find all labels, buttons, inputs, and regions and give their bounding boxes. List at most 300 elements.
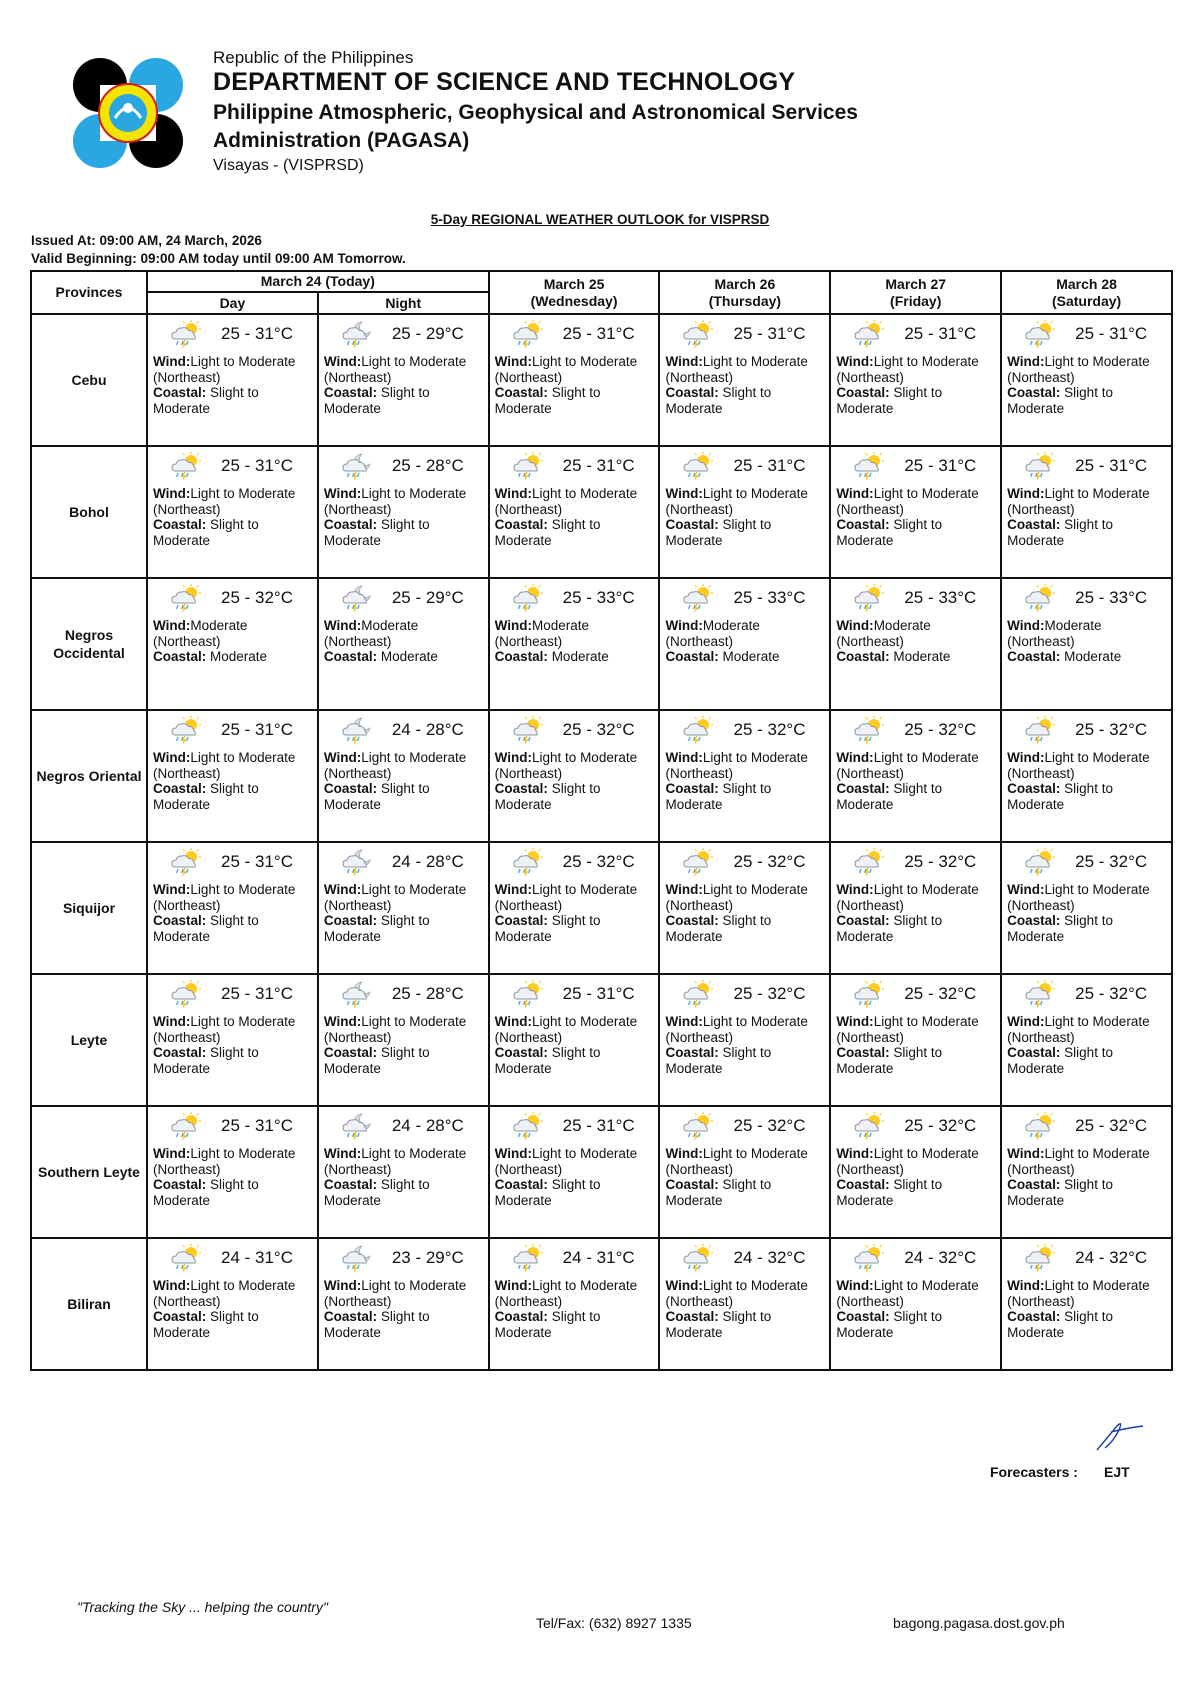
office-name: Visayas - (VISPRSD) (213, 157, 364, 174)
wind-direction: (Northeast) (1007, 897, 1075, 913)
wind-value: Light to Moderate (873, 882, 979, 897)
wind-direction: (Northeast) (494, 897, 563, 913)
coastal-label: Coastal: (665, 1045, 719, 1060)
temperature-range: 25 - 32°C (1075, 984, 1148, 1003)
wind-label: Wind: (836, 1014, 874, 1029)
wind-label: Wind: (836, 882, 874, 897)
forecast-cell (1001, 842, 1172, 974)
wind-value: Light to Moderate (1044, 1146, 1150, 1161)
wind-direction: (Northeast) (494, 633, 563, 649)
coastal-value: Moderate (210, 649, 268, 664)
coastal-value: Moderate (551, 649, 609, 664)
coastal-label: Coastal: (153, 1045, 207, 1060)
sun-cloud-rain-icon (169, 452, 203, 480)
coastal-value: Slight to Moderate (494, 913, 601, 944)
sun-cloud-rain-icon (169, 848, 203, 876)
temperature-range: 24 - 31°C (221, 1248, 294, 1267)
forecast-cell (318, 446, 489, 578)
wind-direction: (Northeast) (323, 501, 392, 517)
wind-direction: (Northeast) (153, 1161, 221, 1177)
wind-value: Light to Moderate (190, 1014, 296, 1029)
day-weekday: (Thursday) (708, 292, 782, 309)
temperature-range: 24 - 28°C (391, 852, 464, 871)
coastal-value: Slight to Moderate (665, 1177, 772, 1208)
wind-value: Light to Moderate (532, 1146, 638, 1161)
temperature-range: 24 - 28°C (391, 720, 464, 739)
province-row (31, 314, 1172, 446)
wind-label: Wind: (323, 1278, 362, 1293)
temperature-range: 23 - 29°C (391, 1248, 464, 1267)
coastal-label: Coastal: (494, 913, 548, 928)
temperature-range: 25 - 31°C (562, 324, 635, 343)
province-name: Biliran (31, 1238, 147, 1370)
coastal-label: Coastal: (153, 385, 207, 400)
forecast-cell (830, 1238, 1001, 1370)
wind-label: Wind: (1007, 750, 1045, 765)
province-name: Southern Leyte (31, 1106, 147, 1238)
temperature-range: 25 - 31°C (562, 984, 635, 1003)
wind-value: Light to Moderate (532, 882, 638, 897)
temperature-range: 25 - 31°C (221, 1116, 294, 1135)
wind-value: Light to Moderate (1044, 882, 1150, 897)
day-header (1001, 271, 1172, 314)
coastal-label: Coastal: (494, 1177, 548, 1192)
coastal-label: Coastal: (1007, 517, 1061, 532)
wind-value: Light to Moderate (702, 750, 808, 765)
coastal-label: Coastal: (665, 1309, 719, 1324)
temperature-range: 25 - 32°C (733, 852, 806, 871)
wind-label: Wind: (665, 882, 703, 897)
coastal-value: Moderate (722, 649, 780, 664)
coastal-value: Slight to Moderate (494, 1309, 601, 1340)
coastal-label: Coastal: (836, 913, 890, 928)
wind-value: Light to Moderate (873, 1014, 979, 1029)
sun-cloud-rain-icon (1023, 584, 1057, 612)
temperature-range: 24 - 32°C (904, 1248, 977, 1267)
province-name: Leyte (31, 974, 147, 1106)
coastal-value: Slight to Moderate (1007, 385, 1113, 416)
forecast-cell (147, 1106, 318, 1238)
coastal-label: Coastal: (323, 913, 378, 928)
tagline: "Tracking the Sky ... helping the country" (77, 1599, 328, 1615)
forecast-cell (830, 314, 1001, 446)
sun-cloud-rain-icon (852, 716, 886, 744)
wind-direction: (Northeast) (153, 1293, 221, 1309)
coastal-label: Coastal: (323, 1309, 378, 1324)
coastal-label: Coastal: (323, 781, 378, 796)
wind-direction: (Northeast) (665, 1293, 734, 1309)
wind-label: Wind: (323, 750, 362, 765)
wind-direction: (Northeast) (665, 633, 734, 649)
coastal-label: Coastal: (153, 781, 207, 796)
temperature-range: 25 - 32°C (221, 588, 294, 607)
forecast-cell (1001, 578, 1172, 710)
wind-direction: (Northeast) (323, 1029, 392, 1045)
temperature-range: 25 - 28°C (391, 456, 464, 475)
wind-value: Light to Moderate (361, 1278, 467, 1293)
wind-value: Light to Moderate (190, 1278, 296, 1293)
wind-value: Moderate (361, 618, 419, 633)
coastal-value: Slight to Moderate (153, 517, 259, 548)
wind-value: Light to Moderate (190, 1146, 296, 1161)
forecast-cell (318, 710, 489, 842)
wind-label: Wind: (836, 1278, 874, 1293)
province-name: Siquijor (31, 842, 147, 974)
agency-name-line2: Administration (PAGASA) (213, 129, 470, 152)
coastal-value: Slight to Moderate (153, 1045, 259, 1076)
wind-direction: (Northeast) (323, 369, 392, 385)
wind-label: Wind: (153, 750, 191, 765)
day-date: March 26 (714, 275, 776, 292)
coastal-label: Coastal: (153, 913, 207, 928)
coastal-label: Coastal: (494, 649, 548, 664)
coastal-value: Slight to Moderate (1007, 781, 1113, 812)
temperature-range: 25 - 32°C (1075, 720, 1148, 739)
telfax: Tel/Fax: (632) 8927 1335 (536, 1615, 692, 1631)
forecast-cell (147, 710, 318, 842)
coastal-value: Slight to Moderate (153, 781, 259, 812)
forecast-cell (1001, 974, 1172, 1106)
wind-value: Light to Moderate (190, 750, 296, 765)
forecast-cell (489, 314, 660, 446)
coastal-label: Coastal: (494, 1045, 548, 1060)
wind-label: Wind: (836, 1146, 874, 1161)
sun-cloud-rain-icon (681, 716, 715, 744)
forecast-cell (147, 1238, 318, 1370)
wind-value: Light to Moderate (532, 750, 638, 765)
temperature-range: 25 - 33°C (1075, 588, 1148, 607)
wind-direction: (Northeast) (1007, 501, 1075, 517)
forecast-cell (318, 974, 489, 1106)
valid-beginning: Valid Beginning: 09:00 AM today until 09:00 AM Tomorrow. (31, 251, 406, 266)
forecast-cell (489, 578, 660, 710)
sun-cloud-rain-icon (511, 320, 545, 348)
wind-direction: (Northeast) (153, 1029, 221, 1045)
wind-label: Wind: (494, 1014, 533, 1029)
sun-cloud-rain-icon (1023, 848, 1057, 876)
wind-label: Wind: (494, 486, 533, 501)
wind-value: Light to Moderate (190, 486, 296, 501)
wind-value: Light to Moderate (532, 1278, 638, 1293)
coastal-value: Slight to Moderate (836, 1309, 943, 1340)
wind-direction: (Northeast) (323, 1161, 392, 1177)
wind-value: Light to Moderate (1044, 750, 1150, 765)
issued-at: Issued At: 09:00 AM, 24 March, 2026 (31, 233, 262, 248)
sun-cloud-rain-icon (852, 320, 886, 348)
temperature-range: 25 - 31°C (904, 456, 977, 475)
wind-direction: (Northeast) (836, 1029, 904, 1045)
wind-direction: (Northeast) (153, 633, 221, 649)
wind-value: Light to Moderate (1044, 1278, 1150, 1293)
wind-label: Wind: (494, 1146, 533, 1161)
coastal-label: Coastal: (665, 517, 719, 532)
temperature-range: 25 - 32°C (1075, 1116, 1148, 1135)
wind-label: Wind: (665, 750, 703, 765)
wind-direction: (Northeast) (153, 369, 221, 385)
forecast-cell (147, 446, 318, 578)
temperature-range: 25 - 31°C (221, 984, 294, 1003)
coastal-value: Slight to Moderate (836, 517, 943, 548)
forecast-cell (318, 578, 489, 710)
forecast-cell (147, 842, 318, 974)
day-header (489, 271, 660, 314)
moon-cloud-rain-icon (340, 1244, 374, 1272)
coastal-label: Coastal: (1007, 1309, 1061, 1324)
wind-direction: (Northeast) (1007, 1029, 1075, 1045)
wind-direction: (Northeast) (323, 633, 392, 649)
province-name: Bohol (31, 446, 147, 578)
coastal-value: Slight to Moderate (153, 1309, 259, 1340)
wind-value: Light to Moderate (190, 882, 296, 897)
wind-label: Wind: (153, 1146, 191, 1161)
sun-cloud-rain-icon (852, 452, 886, 480)
wind-label: Wind: (323, 1146, 362, 1161)
wind-label: Wind: (665, 1278, 703, 1293)
wind-label: Wind: (1007, 1146, 1045, 1161)
coastal-value: Slight to Moderate (323, 781, 430, 812)
coastal-value: Moderate (1064, 649, 1122, 664)
wind-label: Wind: (665, 1014, 703, 1029)
wind-label: Wind: (836, 750, 874, 765)
coastal-label: Coastal: (494, 517, 548, 532)
coastal-value: Moderate (380, 649, 438, 664)
sun-cloud-rain-icon (1023, 452, 1057, 480)
moon-cloud-rain-icon (340, 980, 374, 1008)
coastal-value: Slight to Moderate (323, 1177, 430, 1208)
forecast-cell (318, 1238, 489, 1370)
wind-label: Wind: (323, 354, 362, 369)
coastal-label: Coastal: (836, 1045, 890, 1060)
coastal-value: Slight to Moderate (494, 517, 601, 548)
wind-label: Wind: (836, 486, 874, 501)
day-weekday: (Wednesday) (530, 292, 618, 309)
sun-cloud-rain-icon (852, 848, 886, 876)
coastal-label: Coastal: (1007, 1177, 1061, 1192)
wind-label: Wind: (1007, 1278, 1045, 1293)
temperature-range: 25 - 32°C (733, 984, 806, 1003)
wind-direction: (Northeast) (665, 897, 734, 913)
coastal-value: Slight to Moderate (665, 913, 772, 944)
sun-cloud-rain-icon (169, 980, 203, 1008)
temperature-range: 25 - 29°C (391, 588, 464, 607)
coastal-label: Coastal: (1007, 781, 1061, 796)
temperature-range: 25 - 28°C (391, 984, 464, 1003)
day-date: March 25 (543, 275, 605, 292)
wind-value: Light to Moderate (361, 1146, 467, 1161)
forecast-cell (1001, 710, 1172, 842)
sun-cloud-rain-icon (169, 716, 203, 744)
forecasters-label: Forecasters : (990, 1464, 1078, 1480)
provinces-header: Provinces (31, 271, 147, 314)
coastal-label: Coastal: (1007, 913, 1061, 928)
temperature-range: 25 - 29°C (391, 324, 464, 343)
forecast-cell (659, 1238, 830, 1370)
temperature-range: 25 - 31°C (733, 324, 806, 343)
coastal-value: Slight to Moderate (665, 517, 772, 548)
coastal-value: Slight to Moderate (665, 781, 772, 812)
wind-value: Light to Moderate (361, 354, 467, 369)
forecast-cell (1001, 446, 1172, 578)
coastal-label: Coastal: (323, 517, 378, 532)
wind-value: Moderate (873, 618, 931, 633)
forecast-cell (659, 446, 830, 578)
coastal-label: Coastal: (665, 913, 719, 928)
coastal-label: Coastal: (323, 1045, 378, 1060)
wind-value: Light to Moderate (1044, 486, 1150, 501)
wind-value: Moderate (1044, 618, 1102, 633)
forecast-cell (830, 974, 1001, 1106)
forecast-cell (659, 974, 830, 1106)
forecast-cell (147, 314, 318, 446)
wind-direction: (Northeast) (1007, 1161, 1075, 1177)
forecast-cell (1001, 314, 1172, 446)
wind-value: Moderate (702, 618, 760, 633)
temperature-range: 25 - 33°C (562, 588, 635, 607)
forecast-cell (489, 1238, 660, 1370)
wind-value: Light to Moderate (702, 1146, 808, 1161)
coastal-label: Coastal: (836, 1309, 890, 1324)
forecast-cell (489, 446, 660, 578)
coastal-label: Coastal: (836, 1177, 890, 1192)
wind-label: Wind: (1007, 1014, 1045, 1029)
wind-direction: (Northeast) (665, 1161, 734, 1177)
province-name: Negros Oriental (31, 710, 147, 842)
temperature-range: 25 - 32°C (562, 720, 635, 739)
coastal-label: Coastal: (494, 385, 548, 400)
sun-cloud-rain-icon (852, 584, 886, 612)
forecast-cell (830, 710, 1001, 842)
wind-label: Wind: (153, 354, 191, 369)
wind-label: Wind: (323, 882, 362, 897)
forecast-cell (830, 446, 1001, 578)
coastal-label: Coastal: (494, 781, 548, 796)
coastal-label: Coastal: (836, 781, 890, 796)
wind-label: Wind: (665, 1146, 703, 1161)
wind-label: Wind: (665, 486, 703, 501)
wind-label: Wind: (323, 486, 362, 501)
wind-label: Wind: (1007, 486, 1045, 501)
province-row (31, 842, 1172, 974)
temperature-range: 25 - 32°C (733, 720, 806, 739)
sun-cloud-rain-icon (511, 716, 545, 744)
day-header (659, 271, 830, 314)
sun-cloud-rain-icon (681, 980, 715, 1008)
outlook-table (30, 270, 1173, 1371)
coastal-label: Coastal: (836, 649, 890, 664)
coastal-label: Coastal: (153, 1177, 207, 1192)
province-row (31, 446, 1172, 578)
forecast-cell (830, 578, 1001, 710)
wind-value: Light to Moderate (361, 486, 467, 501)
temperature-range: 25 - 31°C (221, 852, 294, 871)
province-row (31, 1106, 1172, 1238)
coastal-value: Slight to Moderate (323, 913, 430, 944)
wind-value: Light to Moderate (532, 354, 638, 369)
coastal-value: Slight to Moderate (494, 385, 601, 416)
forecast-cell (1001, 1106, 1172, 1238)
moon-cloud-rain-icon (340, 584, 374, 612)
temperature-range: 25 - 32°C (733, 1116, 806, 1135)
wind-direction: (Northeast) (665, 765, 734, 781)
wind-value: Light to Moderate (873, 750, 979, 765)
temperature-range: 25 - 31°C (733, 456, 806, 475)
coastal-value: Slight to Moderate (1007, 913, 1113, 944)
forecast-cell (1001, 1238, 1172, 1370)
temperature-range: 25 - 31°C (221, 324, 294, 343)
forecast-cell (489, 842, 660, 974)
sun-cloud-rain-icon (511, 584, 545, 612)
temperature-range: 25 - 32°C (904, 852, 977, 871)
wind-label: Wind: (1007, 618, 1045, 633)
wind-direction: (Northeast) (494, 501, 563, 517)
forecast-cell (659, 1106, 830, 1238)
coastal-label: Coastal: (323, 649, 378, 664)
agency-name-line1: Philippine Atmospheric, Geophysical and Astronomical Services (213, 101, 858, 124)
temperature-range: 24 - 32°C (1075, 1248, 1148, 1267)
wind-direction: (Northeast) (836, 633, 904, 649)
temperature-range: 25 - 31°C (221, 720, 294, 739)
wind-label: Wind: (836, 618, 874, 633)
wind-direction: (Northeast) (323, 765, 392, 781)
forecast-cell (318, 314, 489, 446)
sun-cloud-rain-icon (169, 320, 203, 348)
coastal-value: Slight to Moderate (836, 781, 943, 812)
wind-value: Light to Moderate (702, 486, 808, 501)
wind-label: Wind: (494, 354, 533, 369)
wind-direction: (Northeast) (836, 1293, 904, 1309)
coastal-value: Slight to Moderate (494, 781, 601, 812)
temperature-range: 24 - 31°C (562, 1248, 635, 1267)
coastal-value: Slight to Moderate (323, 1045, 430, 1076)
sun-cloud-rain-icon (681, 1244, 715, 1272)
wind-direction: (Northeast) (153, 765, 221, 781)
wind-label: Wind: (494, 1278, 533, 1293)
sun-cloud-rain-icon (1023, 980, 1057, 1008)
sun-cloud-rain-icon (169, 584, 203, 612)
coastal-value: Slight to Moderate (836, 913, 943, 944)
sun-cloud-rain-icon (169, 1244, 203, 1272)
wind-value: Light to Moderate (1044, 354, 1150, 369)
province-row (31, 1238, 1172, 1370)
coastal-label: Coastal: (494, 1309, 548, 1324)
wind-label: Wind: (665, 354, 703, 369)
wind-label: Wind: (1007, 354, 1045, 369)
temperature-range: 25 - 32°C (904, 720, 977, 739)
coastal-label: Coastal: (836, 385, 890, 400)
coastal-value: Slight to Moderate (323, 385, 430, 416)
pagasa-logo (73, 58, 183, 168)
wind-value: Light to Moderate (532, 1014, 638, 1029)
coastal-value: Slight to Moderate (323, 1309, 430, 1340)
sun-cloud-rain-icon (511, 1244, 545, 1272)
temperature-range: 25 - 33°C (904, 588, 977, 607)
coastal-value: Moderate (893, 649, 951, 664)
wind-direction: (Northeast) (1007, 633, 1075, 649)
moon-cloud-rain-icon (340, 716, 374, 744)
coastal-label: Coastal: (836, 517, 890, 532)
sun-cloud-rain-icon (852, 980, 886, 1008)
coastal-label: Coastal: (665, 385, 719, 400)
forecast-cell (659, 578, 830, 710)
temperature-range: 25 - 32°C (1075, 852, 1148, 871)
coastal-value: Slight to Moderate (1007, 517, 1113, 548)
temperature-range: 25 - 32°C (904, 984, 977, 1003)
wind-direction: (Northeast) (153, 897, 221, 913)
wind-value: Light to Moderate (702, 882, 808, 897)
sun-cloud-rain-icon (1023, 1112, 1057, 1140)
sun-cloud-rain-icon (1023, 320, 1057, 348)
forecaster-signature (1093, 1420, 1145, 1452)
